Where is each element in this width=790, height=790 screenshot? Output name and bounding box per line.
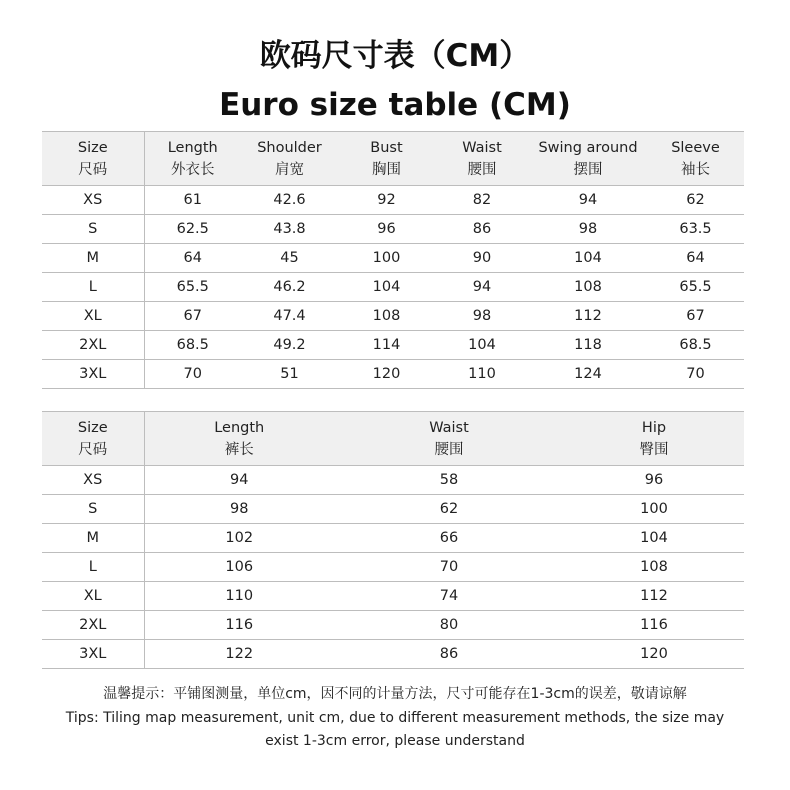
column-header <box>42 412 144 466</box>
top-table-body <box>42 186 744 389</box>
table-row <box>42 582 744 611</box>
measurement-cell: 51 <box>241 360 338 389</box>
measurement-cell: 106 <box>144 553 334 582</box>
table-row <box>42 215 744 244</box>
column-header-en: Shoulder <box>257 139 322 156</box>
column-header <box>435 132 529 186</box>
column-header-cn: 臀围 <box>639 441 669 458</box>
measurement-cell: 110 <box>144 582 334 611</box>
measurement-cell: 63.5 <box>647 215 744 244</box>
measurement-cell: 114 <box>338 331 435 360</box>
measurement-cell: 70 <box>334 553 564 582</box>
table-row <box>42 553 744 582</box>
measurement-cell: 98 <box>529 215 647 244</box>
size-cell: 3XL <box>42 360 144 389</box>
column-header <box>144 412 334 466</box>
size-cell: XS <box>42 466 144 495</box>
table-row <box>42 640 744 669</box>
measurement-cell: 43.8 <box>241 215 338 244</box>
measurement-cell: 80 <box>334 611 564 640</box>
table-row <box>42 273 744 302</box>
column-header-en: Swing around <box>538 139 638 156</box>
tips-en-line1: Tips: Tiling map measurement, unit cm, due to different measurement methods, the size may <box>65 709 725 726</box>
measurement-cell: 61 <box>144 186 241 215</box>
table-row <box>42 495 744 524</box>
table-row <box>42 302 744 331</box>
measurement-cell: 98 <box>435 302 529 331</box>
size-cell: XS <box>42 186 144 215</box>
column-header-cn: 肩宽 <box>275 161 304 178</box>
column-header-en: Length <box>167 139 218 156</box>
column-header-en: Bust <box>370 139 403 156</box>
measurement-cell: 124 <box>529 360 647 389</box>
column-header-en: Sleeve <box>671 139 720 156</box>
measurement-cell: 116 <box>144 611 334 640</box>
measurement-cell: 112 <box>564 582 744 611</box>
measurement-cell: 96 <box>338 215 435 244</box>
measurement-cell: 108 <box>564 553 744 582</box>
measurement-cell: 66 <box>334 524 564 553</box>
measurement-cell: 62 <box>334 495 564 524</box>
measurement-cell: 108 <box>529 273 647 302</box>
size-cell: L <box>42 273 144 302</box>
measurement-cell: 45 <box>241 244 338 273</box>
column-header-cn: 尺码 <box>78 161 108 178</box>
measurement-cell: 112 <box>529 302 647 331</box>
column-header <box>647 132 744 186</box>
column-header-en: Hip <box>641 419 667 436</box>
measurement-cell: 94 <box>529 186 647 215</box>
measurement-cell: 122 <box>144 640 334 669</box>
size-cell: 2XL <box>42 331 144 360</box>
size-cell: S <box>42 495 144 524</box>
column-header <box>529 132 647 186</box>
measurement-cell: 100 <box>338 244 435 273</box>
measurement-cell: 94 <box>435 273 529 302</box>
measurement-cell: 104 <box>564 524 744 553</box>
measurement-cell: 110 <box>435 360 529 389</box>
measurement-cell: 74 <box>334 582 564 611</box>
measurement-cell: 92 <box>338 186 435 215</box>
measurement-cell: 104 <box>529 244 647 273</box>
measurement-cell: 82 <box>435 186 529 215</box>
measurement-cell: 118 <box>529 331 647 360</box>
size-cell: XL <box>42 582 144 611</box>
measurement-cell: 98 <box>144 495 334 524</box>
measurement-cell: 86 <box>334 640 564 669</box>
bottom-table-header-row <box>42 412 744 466</box>
bottom-table-body <box>42 466 744 669</box>
measurement-cell: 94 <box>144 466 334 495</box>
column-header <box>334 412 564 466</box>
page-title-en: Euro size table (CM) <box>219 87 571 123</box>
size-cell: M <box>42 524 144 553</box>
measurement-cell: 65.5 <box>144 273 241 302</box>
column-header-cn: 腰围 <box>467 161 497 178</box>
column-header-cn: 摆围 <box>573 161 603 178</box>
column-header-en: Length <box>214 419 265 436</box>
column-header-en: Size <box>77 139 108 156</box>
measurement-cell: 102 <box>144 524 334 553</box>
column-header-en: Waist <box>462 139 502 156</box>
measurement-cell: 104 <box>338 273 435 302</box>
column-header-cn: 胸围 <box>372 161 401 178</box>
table-row <box>42 611 744 640</box>
measurement-cell: 90 <box>435 244 529 273</box>
measurement-cell: 96 <box>564 466 744 495</box>
measurement-cell: 47.4 <box>241 302 338 331</box>
size-cell: L <box>42 553 144 582</box>
measurement-cell: 65.5 <box>647 273 744 302</box>
measurement-cell: 70 <box>647 360 744 389</box>
size-cell: M <box>42 244 144 273</box>
column-header <box>338 132 435 186</box>
measurement-cell: 64 <box>647 244 744 273</box>
column-header <box>42 132 144 186</box>
measurement-cell: 70 <box>144 360 241 389</box>
column-header-cn: 腰围 <box>434 441 464 458</box>
top-table-header-row <box>42 132 744 186</box>
column-header <box>144 132 241 186</box>
size-cell: 2XL <box>42 611 144 640</box>
measurement-cell: 120 <box>338 360 435 389</box>
measurement-cell: 49.2 <box>241 331 338 360</box>
column-header <box>564 412 744 466</box>
tips-en-line2: exist 1-3cm error, please understand <box>265 733 525 749</box>
column-header-cn: 外衣长 <box>171 161 215 178</box>
column-header-en: Waist <box>429 419 469 436</box>
column-header <box>241 132 338 186</box>
table-row <box>42 186 744 215</box>
measurement-cell: 42.6 <box>241 186 338 215</box>
measurement-cell: 58 <box>334 466 564 495</box>
measurement-cell: 67 <box>647 302 744 331</box>
measurement-cell: 62 <box>647 186 744 215</box>
measurement-cell: 120 <box>564 640 744 669</box>
measurement-cell: 67 <box>144 302 241 331</box>
table-row <box>42 360 744 389</box>
table-row <box>42 466 744 495</box>
column-header-cn: 裤长 <box>224 441 254 458</box>
measurement-cell: 100 <box>564 495 744 524</box>
tips-cn: 温馨提示：平铺图测量，单位cm，因不同的计量方法，尺寸可能存在1-3cm的误差，敬请谅解 <box>103 686 687 702</box>
table-row <box>42 331 744 360</box>
column-header-en: Size <box>77 419 108 436</box>
measurement-cell: 86 <box>435 215 529 244</box>
column-header-cn: 尺码 <box>78 441 108 458</box>
size-cell: S <box>42 215 144 244</box>
measurement-cell: 68.5 <box>647 331 744 360</box>
measurement-cell: 104 <box>435 331 529 360</box>
measurement-cell: 46.2 <box>241 273 338 302</box>
measurement-cell: 108 <box>338 302 435 331</box>
table-row <box>42 244 744 273</box>
size-cell: XL <box>42 302 144 331</box>
measurement-cell: 64 <box>144 244 241 273</box>
table-row <box>42 524 744 553</box>
tips-note <box>0 683 790 754</box>
top-size-table <box>42 131 744 389</box>
measurement-cell: 68.5 <box>144 331 241 360</box>
measurement-cell: 62.5 <box>144 215 241 244</box>
column-header-cn: 袖长 <box>681 161 710 178</box>
size-cell: 3XL <box>42 640 144 669</box>
page-title-cn: 欧码尺寸表（CM） <box>259 38 531 74</box>
bottom-size-table <box>42 411 744 669</box>
measurement-cell: 116 <box>564 611 744 640</box>
